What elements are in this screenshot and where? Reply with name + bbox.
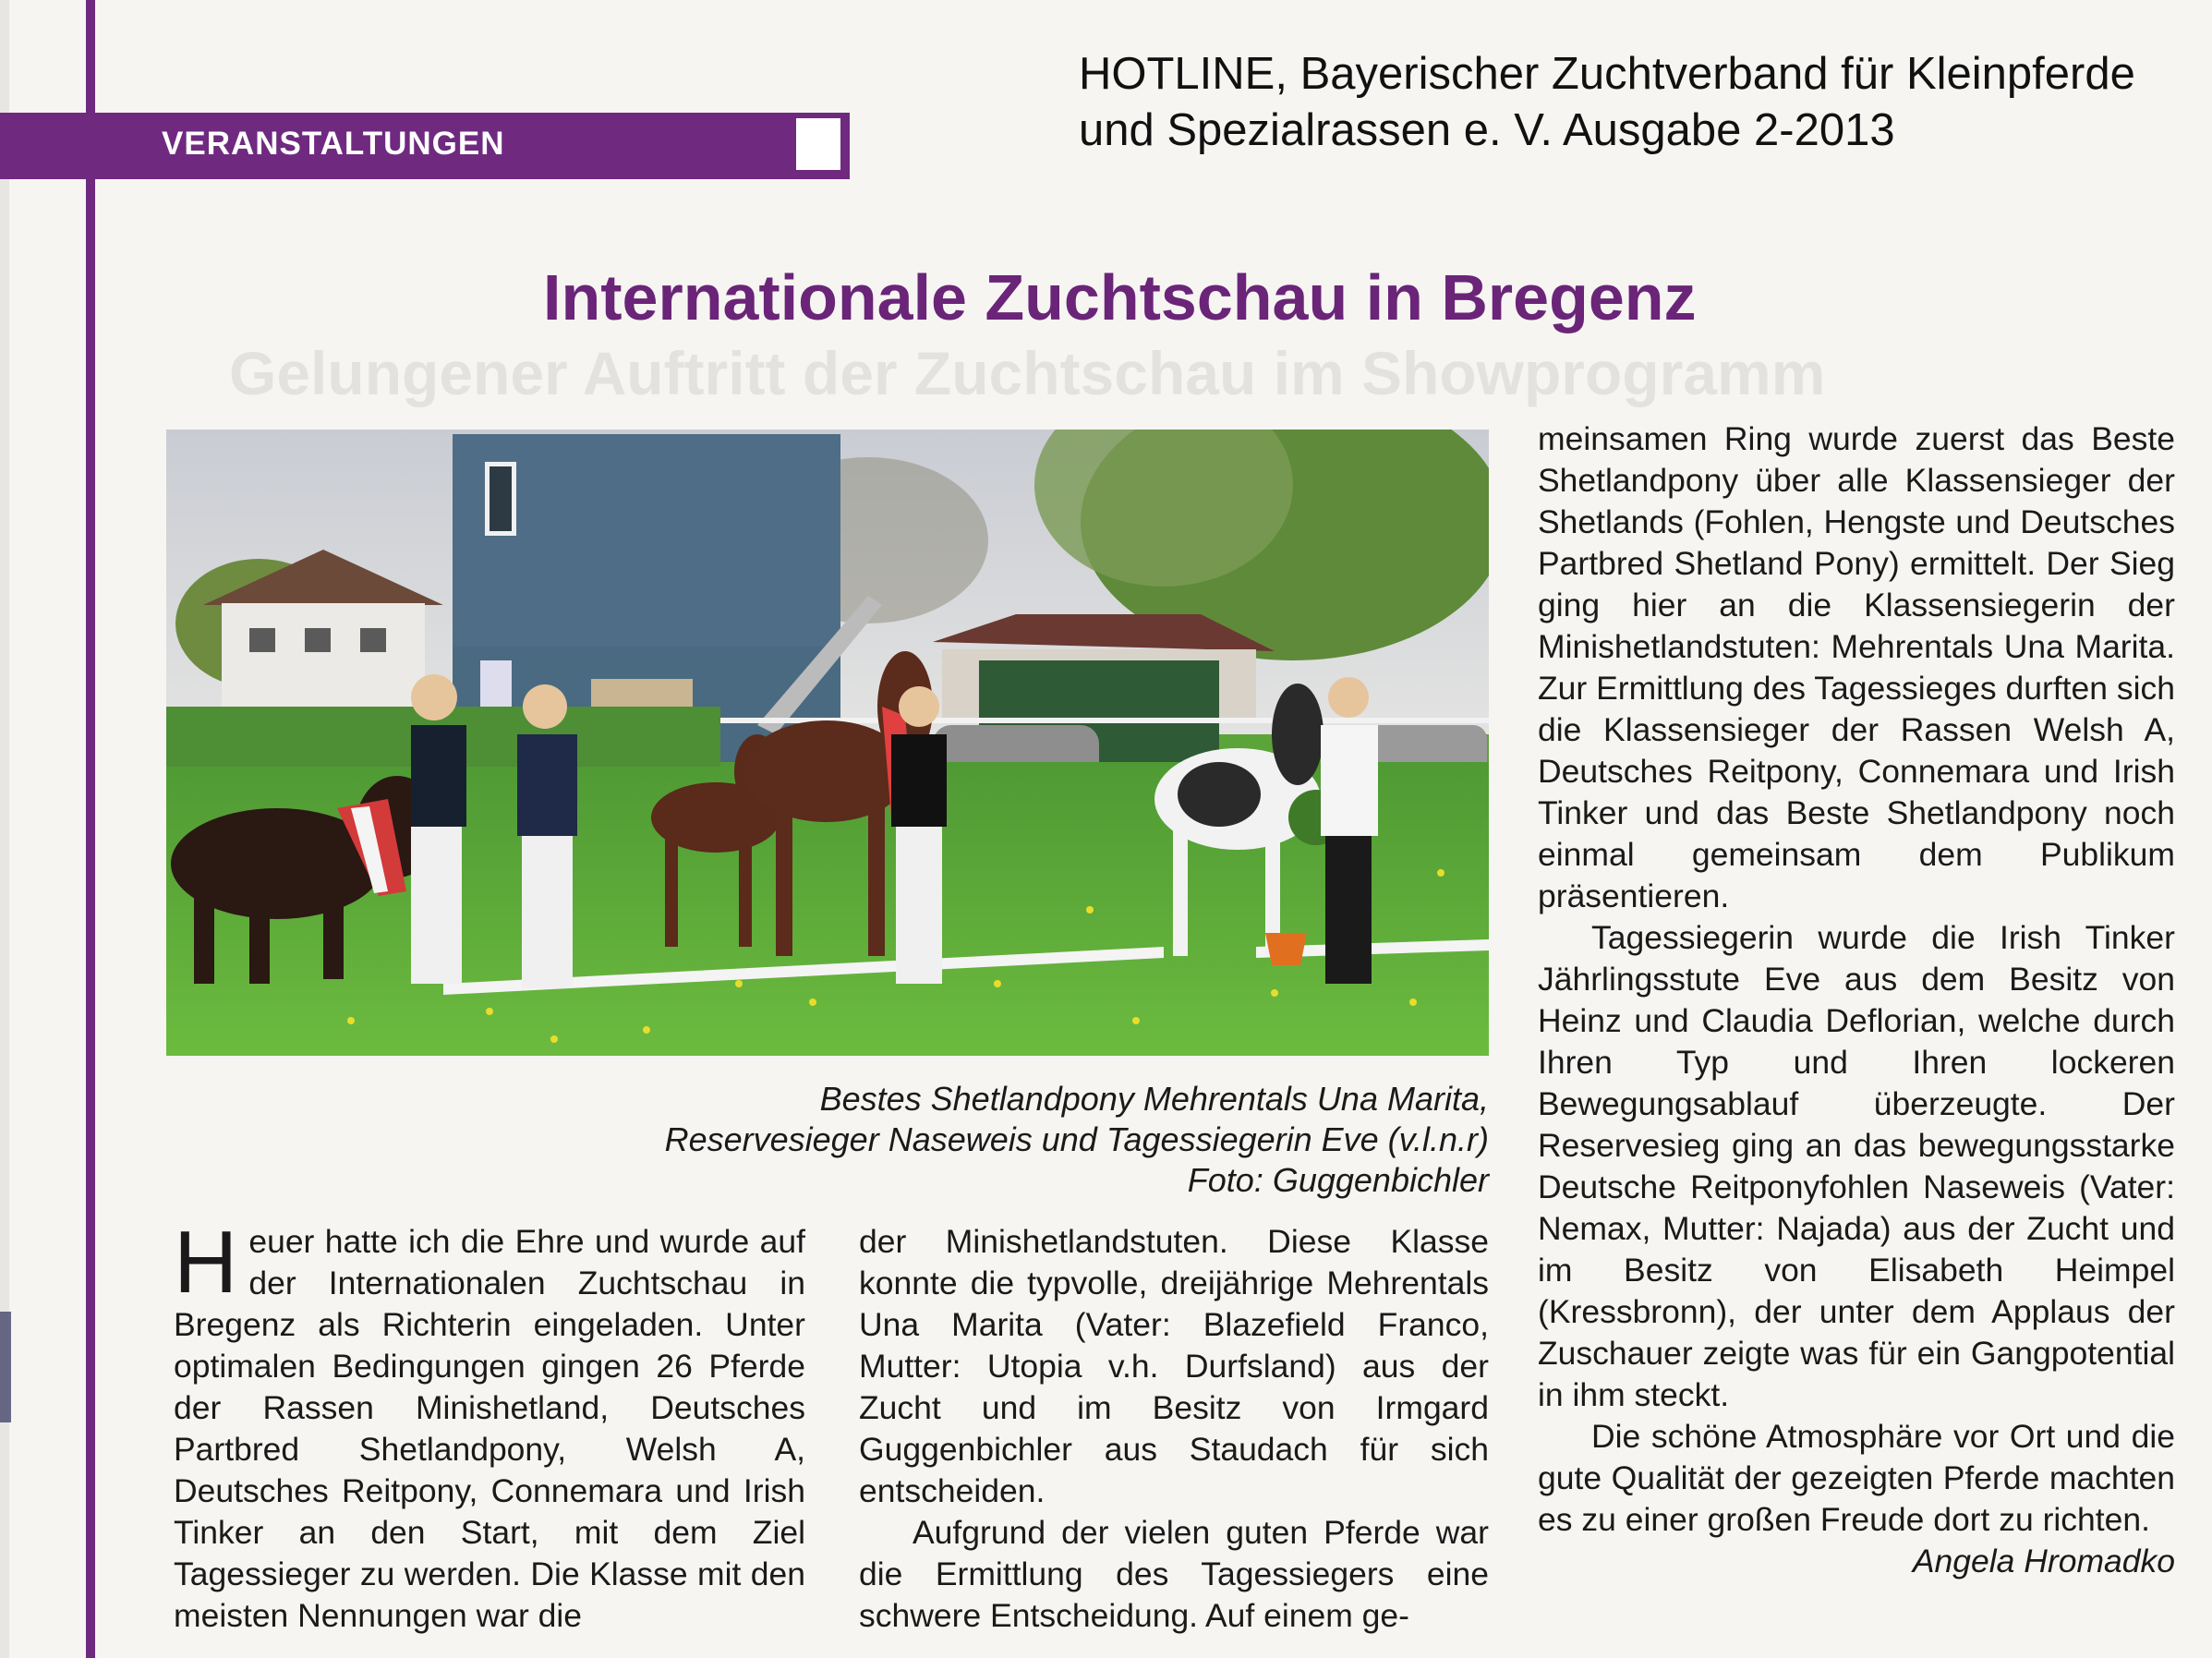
paragraph: Aufgrund der vielen guten Pferde war die Ermittlung des Tagessiegers eine schwere Entscheidung. Auf einem ge- — [859, 1514, 1489, 1634]
author-name: Angela Hromadko — [1912, 1543, 2175, 1579]
caption-line: Foto: Guggenbichler — [1187, 1161, 1489, 1199]
paragraph: Die schöne Atmosphäre vor Ort und die gute Qualität der gezeigten Pferde machten es zu einer großen Freude dort zu richten. — [1538, 1418, 2175, 1538]
paragraph — [174, 1213, 805, 1637]
paragraph-text: euer hatte ich die Ehre und wurde auf der Internationalen Zuchtschau in Bregenz als Richterin eingeladen. Unter optimalen Bedingungen gingen 26 Pferde der Rassen Minishetland, Deutsches Partbred Shetlandpony, Welsh A, Deutsches Reitpony, Connemara und Irish Tinker an den Start, mit dem Ziel Tagessieger zu werden. Die Klasse mit den meisten Nennungen war die — [174, 1223, 805, 1634]
bleed-through-text: Gelungener Auftritt der Zuchtschau im Showprogramm — [229, 339, 1826, 407]
section-box-icon — [796, 118, 840, 170]
caption-line: Bestes Shetlandpony Mehrentals Una Marita, — [819, 1080, 1489, 1118]
text-column-1 — [174, 1213, 805, 1637]
caption-line: Reservesieger Naseweis und Tagessiegerin Eve (v.l.n.r) — [664, 1120, 1489, 1158]
text-column-3 — [1538, 418, 2175, 1582]
paragraph: meinsamen Ring wurde zuerst das Beste Shetlandpony über alle Klassensieger der Shetlands (Fohlen, Hengste und Deutsches Partbred Shetland Pony) ermittelt. Der Sieg ging hier an die Klassensiegerin der Minishetlandstuten: Mehrentals Una Marita. Zur Ermittlung des Tagessieges durften sich die Klassensieger der Rassen Welsh A, Deutsches Reitpony, Connemara und Irish Tinker und das Beste Shetlandpony noch einmal gemeinsam dem Publikum präsentieren. — [1538, 420, 2175, 914]
text-column-2 — [859, 1221, 1489, 1637]
paragraph: Tagessiegerin wurde die Irish Tinker Jährlingsstute Eve aus dem Besitz von Heinz und Claudia Deflorian, welche durch Ihren Typ und Ihren lockeren Bewegungsablauf überzeugte. Der Reservesieg ging an das bewegungsstarke Deutsche Reitponyfohlen Naseweis (Vater: Nemax, Mutter: Najada) aus der Zucht und im Besitz von Elisabeth Heimpel (Kressbronn), der unter dem Applaus der Zuschauer zeigte was für ein Gangpotential in ihm steckt. — [1538, 919, 2175, 1413]
margin-rule — [86, 0, 95, 1658]
drop-cap: H — [174, 1213, 238, 1312]
event-photo — [166, 430, 1489, 1056]
publication-note: HOTLINE, Bayerischer Zuchtverband für Kleinpferde und Spezialrassen e. V. Ausgabe 2-2013 — [1079, 49, 2135, 155]
photo-caption — [473, 1079, 1489, 1201]
article-title: Internationale Zuchtschau in Bregenz — [543, 261, 1697, 333]
paragraph: der Minishetlandstuten. Diese Klasse konnte die typvolle, dreijährige Mehrentals Una Marita (Vater: Blazefield Franco, Mutter: Utopia v.h. Durfsland) aus der Zucht und im Besitz von Irmgard Guggenbichler aus Staudach für sich entscheiden. — [859, 1223, 1489, 1509]
facing-page-stripe — [0, 1312, 11, 1422]
section-label: VERANSTALTUNGEN — [162, 126, 505, 162]
